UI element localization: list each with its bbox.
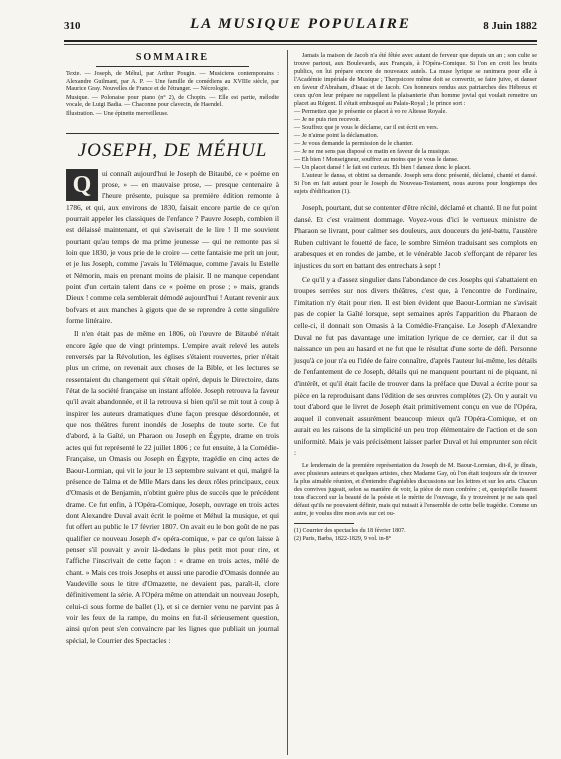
quote-line: — Je ne me sens pas disposé ce matin en faveur de la musique. [294,148,451,155]
quote-line: — Je ne puis rien recevoir. [294,116,361,123]
article-title-block [66,133,279,162]
quote-line: — Je n'aime point la déclamation. [294,132,379,139]
page-number: 310 [64,20,81,32]
column-divider [287,50,288,755]
quote-line: — Permettez que je présente ce placet à vo re Altesse Royale. [294,108,447,115]
quoted-excerpt [294,52,537,196]
footnote: (2) Paris, Barba, 1822-1829, 9 vol. in-8° [294,536,392,543]
sommaire-illustration: Illustration. — Une épinette merveilleuse. [66,110,169,117]
left-column [66,52,279,648]
right-column [294,52,537,543]
article-paragraph: Joseph, pourtant, dut se contenter d'être récité, déclamé et chanté. Il ne fut point dansé. Et c'est vraiment dommage. Voyez-vous d'ici le vertueux ministre de Pharaon se livrant, pour calmer ses douleurs, aux douceurs du jeté-battu, l'austère Ruben cultivant le fouetté de face, le sombre Siméon traduisant ses complots en arabesques et en rondes de jambe, et le vénérable Jacob s'efforçant de réparer les injustices du sort en battant des entrechats à sept ! [294,203,537,270]
sommaire-rule [96,66,249,67]
sommaire-texte: Texte. — Joseph, de Méhul, par Arthur Pougin. — Musiciens contemporains : Alexandre Guilmant, par A. P. — Une famille de comédiens au XVIIIe siècle, par Maurice Gray. Nouvelles de France et de l'étranger. — Nécrologie. [66,71,279,93]
article-paragraph [66,168,279,327]
drop-cap: Q [66,169,98,201]
issue-date: 8 Juin 1882 [483,20,537,32]
sommaire-heading: SOMMAIRE [135,52,210,63]
quote-line: — Je vous demande la permission de le chanter. [294,140,414,147]
footnote-rule [294,523,354,524]
quote-line: — Souffrez que je vous le déclame, car il est écrit en vers. [294,124,439,131]
quote-paragraph: L'auteur le dansa, et obtint sa demande. Joseph sera donc présenté, déclamé, chanté et dansé. Si l'on en fait autant pour le Joseph du Nouveau-Testament, nous aurons pour longtemps des sujets d'édification (1). [294,172,537,195]
header-rule-thin [64,44,537,45]
quote-line: — Un placet dansé ! le fait est curieux. Eh bien ! dansez donc le placet. [294,164,471,171]
footnote: (1) Courrier des spectacles du 18 février 1807. [294,528,406,535]
sommaire-musique: Musique. — Polonaise pour piano (n° 2), de Chopin. — Elle est partie, mélodie vocale, de Luigi Badia. — Chaconne pour clavecin, de Haendel. [66,94,279,109]
duval-quote [294,462,537,518]
quote-paragraph: Le lendemain de la première représentation du Joseph de M. Baour-Lormian, dit-il, je dînais, avec plusieurs auteurs et quelques artistes, chez Madame Gay, où l'on était toujours sûr de trouver la plus aimable réunion, et d'entendre d'agréables discussions sur les lettres et sur les arts. Chacun des convives jugeait, selon sa manière de voir, la pièce de mon confrère ; et, quoiqu'elle fussent tous d'accord sur la beauté de la poésie et le mérite de l'ouvrage, ils y trouvèrent je ne sais quel défaut qu'ils ne pouvaient définir, mais qui nuisait à l'ensemble de cette belle tragédie. Comme un autre, je voulus dire mon avis sur cet ou- [294,462,537,518]
article-body-right [294,202,537,459]
paragraph-text: ui connaît aujourd'hui le Joseph de Bitaubé, ce « poème en prose, » — en mauvaise prose, — presque centenaire à l'heure présente, puisque sa première édition remonte à 1786, et qui, aux environs de 1830, faisait encore partie de ce qu'on pourrait appeler les classiques de l'enfance ? Pauvre Joseph, combien il est délaissé maintenant, et qui s'aviserait de le lire ! Il me souvient pourtant qu'au temps de ma prime jeunesse — qui ne remonte pas si loin que 1830, je vous prie de le croire — cette fantaisie me prit un jour, et je lus Joseph, comme j'avais lu Télémaque, comme j'avais lu Estelle et Némorin, mais en prenant moins de plaisir. Il ne manque cependant point d'un certain talent dans ce « poème en prose ; » mais, grands Dieux ! comme cela semblerait démodé aujourd'hui ! Autant revenir aux bofvars et aux manches à gigots que de se reprendre à cette singulière forme littéraire. [66,168,279,326]
journal-title: LA MUSIQUE POPULAIRE [190,16,411,32]
article-paragraph: Ce qu'il y a d'assez singulier dans l'abondance de ces Josephs qui s'abattaient en troupes serrées sur nos divers théâtres, c'est que, à l'encontre de l'ordinaire, l'imitation n'y était pour rien. Il est bien évident que Baour-Lormian ne s'avisait pas de copier la Gaîté lorsque, sept semaines après l'apparition du Pharaon de celle-ci, il donnait son Omasis à la Comédie-Française. Le Joseph d'Alexandre Duval ne fut pas davantage une imitation lyrique de ce dernier, car il dut sa naissance un peu au hasard et ne fut que le résultat d'une sorte de défi. Personne jusqu'à ce jour n'a eu l'idée de faire connaître, d'après l'auteur lui-même, les détails de l'enfantement de ce Joseph, détails qui ne manquent pourtant ni de piquant, ni d'intérêt, et qu'il était facile de trouver dans la préface que Duval a écrite pour sa pièce en la reproduisant dans l'édition de ses œuvres complètes (2). On y aurait vu tout d'abord que le livret de Joseph était primitivement conçu en vue de l'Opéra, auquel il convenait assurément beaucoup mieux qu'à l'Opéra-Comique, et on aurait eu les raisons de la simplicité un peu trop élémentaire de l'action et de son uniformité. Mais je vais précisément laisser parler Duval et lui emprunter son récit : [294,274,537,458]
page-header [64,14,537,38]
article-body-left [66,168,279,646]
article-title: JOSEPH, DE MÉHUL [77,139,268,161]
quote-paragraph: Jamais la maison de Jacob n'a été fêtée avec autant de ferveur que depuis un an ; son culte se trouve partout, aux Boulevards, aux Français, à l'Opéra-Comique. Si l'on en croit les bruits publics, on lui prépare encore de nouveaux autels. La muse lyrique se ranimera pour elle à l'Académie impériale de Musique ; Therpsicore même doit se convertir, se faire juive, et danser en faveur d'Abraham, d'Isaac et de Jacob. Ces honneurs rendus aux patriarches des Hébreux et ceux qu'on leur prépare ne rappellent la plaisanterie d'un homme jovial qui voulait remettre un placet au Régent. Il s'était embusqué au Palais-Royal ; le prince sort : [294,52,537,107]
quote-line: — Eh bien ! Monseigneur, souffrez au moins que je vous le danse. [294,156,459,163]
header-rule [64,40,537,42]
article-paragraph: Il n'en était pas de même en 1806, où l'œuvre de Bitaubé n'était encore âgée que de vingt printemps. L'empire avait relevé les autels renversés par la Révolution, les églises s'étaient rouvertes, prier n'était plus un crime, on revenait aux choses de la Bible, et les lectures se ressentaient du changement qui s'était opéré, depuis le Directoire, dans l'état de la société française un instant affolée. Joseph retrouva la faveur qu'il avait abandonnée, et il la retrouva si bien qu'il se mit tout à coup à inspirer les auteurs dramatiques d'une façon presque désordonnée, et que nos théâtres furent inondés de Josephs de toute sorte. Ce fut d'abord, à la Gaîté, un Pharaon ou Joseph en Égypte, drame en trois actes qui fut représenté le 22 juillet 1806 ; ce fut ensuite, à la Comédie-Française, un Omasis ou Joseph en Égypte, tragédie en cinq actes de Baour-Lormian, qui vit le jour le 13 septembre suivant et qui, malgré la présence de Talma et de Mlle Mars dans les deux rôles principaux, ceux d'Omasis et de Benjamin, n'obtint guère plus de succès que le précédent drame. Ce fut enfin, à l'Opéra-Comique, Joseph, ouvrage en trois actes dont Alexandre Duval avait écrit le poème et Méhul la musique, et qui fut offert au public le 17 février 1807. On avait eu le bon goût de ne pas qualifier ce nouveau Joseph d'« opéra-comique, » par ce qu'on laisse à penser s'il pouvait y avoir là-dedans le plus petit mot pour rire, et l'affiche l'inscrivait de cette façon : « drame en trois actes, mêlé de chant. » Mais ces trois Josephs et aussi une parodie d'Omasis donnée au Vaudeville sous le titre d'Omazette, ne devaient pas, paraît-il, clore définitivement la série. A l'Opéra même on attendait un nouveau Joseph, celui-ci sous forme de ballet (1), et si ce dernier venu ne parvint pas à voir les feux de la rampe, du moins en fut-il sérieusement question, ainsi qu'on peut s'en convaincre par les lignes que publiait un journal spécial, le Courrier des Spectacles : [66,329,279,645]
